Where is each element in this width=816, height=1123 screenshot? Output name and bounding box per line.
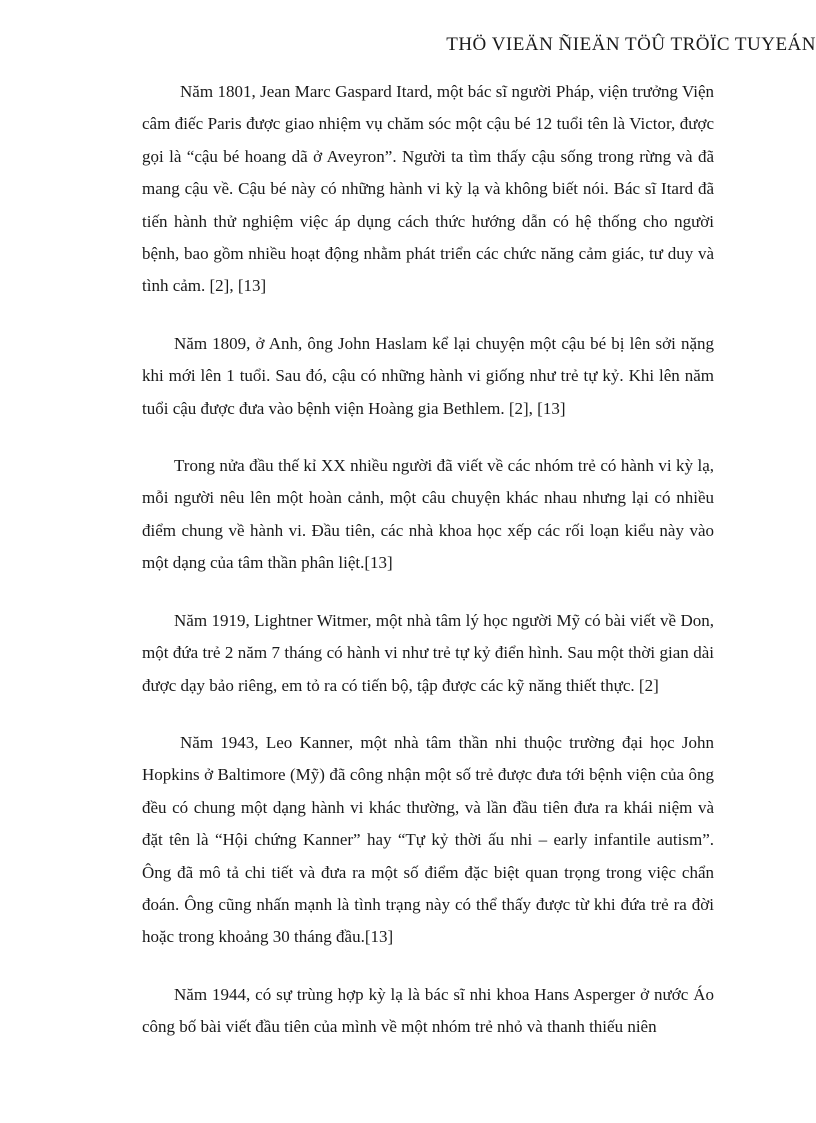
- paragraph-haslam-1809: Năm 1809, ở Anh, ông John Haslam kể lại chuyện một cậu bé bị lên sởi nặng khi mới lên 1 tuổi. Sau đó, cậu có những hành vi giống như trẻ tự kỷ. Khi lên năm tuổi cậu được đưa vào bệnh viện Hoàng gia Bethlem. [2], [13]: [142, 333, 714, 418]
- paragraph-itard-1801: Năm 1801, Jean Marc Gaspard Itard, một bác sĩ người Pháp, viện trưởng Viện câm điếc Paris được giao nhiệm vụ chăm sóc một cậu bé 12 tuổi tên là Victor, được gọi là “cậu bé hoang dã ở Aveyron”. Người ta tìm thấy cậu sống trong rừng và đã mang cậu về. Cậu bé này có những hành vi kỳ lạ và không biết nói. Bác sĩ Itard đã tiến hành thử nghiệm việc áp dụng cách thức hướng dẫn có hệ thống cho người bệnh, bao gồm nhiều hoạt động nhằm phát triển các chức năng cảm giác, tư duy và tình cảm. [2], [13]: [142, 82, 714, 296]
- paragraph-kanner-1943: Năm 1943, Leo Kanner, một nhà tâm thần nhi thuộc trường đại học John Hopkins ở Baltimore (Mỹ) đã công nhận một số trẻ được đưa tới bệnh viện của ông đều có chung một dạng hành vi khác thường, và lần đầu tiên đưa ra khái niệm và đặt tên là “Hội chứng Kanner” hay “Tự kỷ thời ấu nhi – early infantile autism”. Ông đã mô tả chi tiết và đưa ra một số điểm đặc biệt quan trọng trong việc chẩn đoán. Ông cũng nhấn mạnh là tình trạng này có thể thấy được từ khi đứa trẻ ra đời hoặc trong khoảng 30 tháng đầu.[13]: [142, 732, 714, 947]
- paragraph-early-20th-century: Trong nửa đầu thế kỉ XX nhiều người đã viết về các nhóm trẻ có hành vi kỳ lạ, mỗi người nêu lên một hoàn cảnh, một câu chuyện khác nhau nhưng lại có nhiều điểm chung về hành vi. Đầu tiên, các nhà khoa học xếp các rối loạn kiểu này vào một dạng của tâm thần phân liệt.[13]: [142, 456, 714, 573]
- paragraph-asperger-1944: Năm 1944, có sự trùng hợp kỳ lạ là bác sĩ nhi khoa Hans Asperger ở nước Áo công bố bài viết đầu tiên của mình về một nhóm trẻ nhỏ và thanh thiếu niên: [142, 984, 714, 1037]
- paragraph-witmer-1919: Năm 1919, Lightner Witmer, một nhà tâm lý học người Mỹ có bài viết về Don, một đứa trẻ 2 năm 7 tháng có hành vi như trẻ tự kỷ điển hình. Sau một thời gian dài được dạy bảo riêng, em tỏ ra có tiến bộ, tập được các kỹ năng thiết thực. [2]: [142, 610, 714, 695]
- page-header: THÖ VIEÄN ÑIEÄN TÖÛ TRÖÏC TUYEÁN: [446, 34, 816, 55]
- document-body: [142, 76, 714, 1069]
